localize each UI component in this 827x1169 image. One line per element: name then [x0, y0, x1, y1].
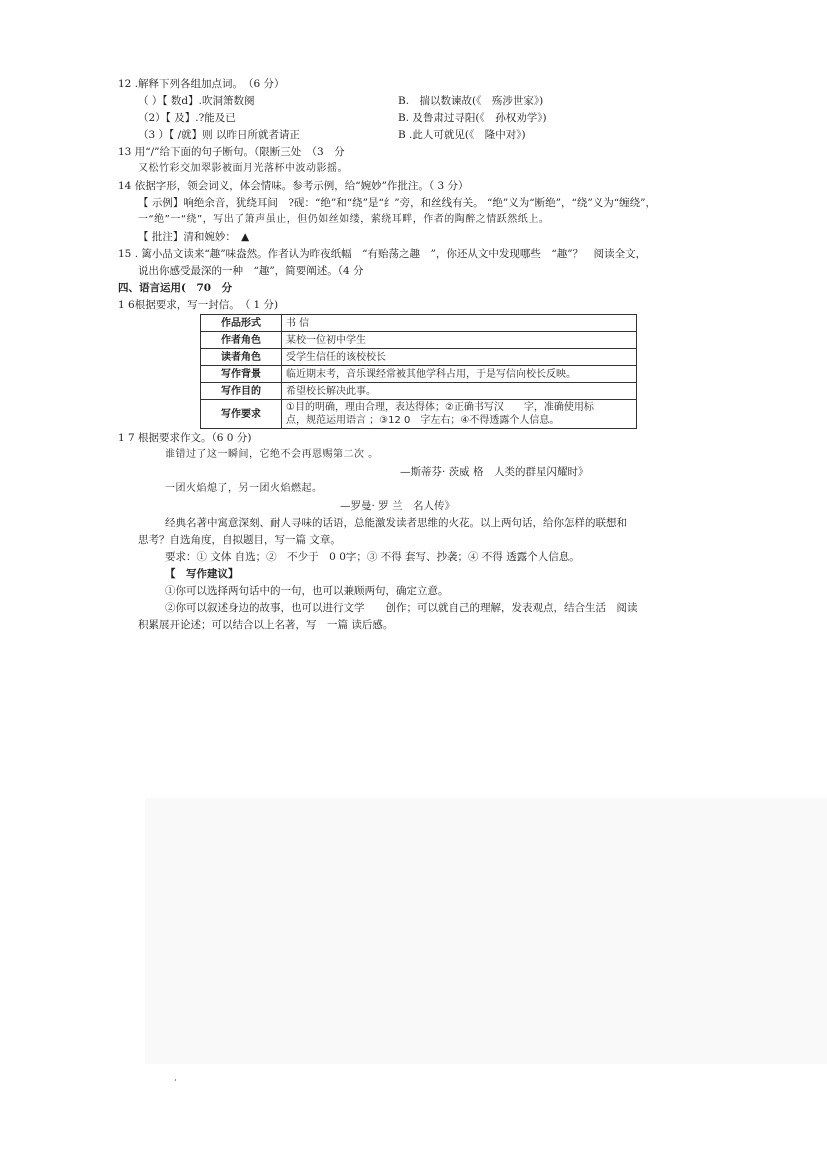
q12-item1-a: （ ）【 数d】.吹洞箫数阕 — [138, 95, 255, 107]
table-row — [201, 349, 637, 366]
q12-item2-b: B. 及鲁肃过寻阳(《 孙权劝学》) — [398, 112, 547, 124]
q12-item3-b: B .此人可就见(《 隆中对》) — [398, 129, 526, 141]
writing-tip-2-line2: 积累展开论述；可以结合以上名著，写 一篇 读后感。 — [138, 619, 394, 631]
q14-example-line2: 一“绝”一“绕”，写出了箫声虽止，但仍如丝如缕，萦绕耳畔，作者的陶醉之情跃然纸上。 — [138, 214, 550, 225]
q15-line2: 说出你感受最深的一种 “趣”，简要阐述。（4 分 — [138, 265, 364, 277]
table-row — [201, 383, 637, 400]
scan-shade-area — [145, 798, 827, 1064]
row-label: 读者角色 — [201, 349, 282, 366]
row-value: 书 信 — [282, 315, 637, 332]
quote2-source: —罗曼· 罗 兰 名人传》 — [340, 500, 456, 512]
q17-prompt-line1: 经典名著中寓意深刻、耐人寻味的话语，总能激发读者思维的火花。以上两句话，给你怎样的联想和 — [165, 517, 627, 529]
letter-requirement-table — [200, 314, 637, 429]
table-row — [201, 400, 637, 429]
q12-title: 12 .解释下列各组加点词。 （6 分） — [118, 78, 285, 90]
row-value: 受学生信任的该校校长 — [282, 349, 637, 366]
q14-title: 14 依据字形，领会词义，体会情味。参考示例，给“婉妙”作批注。（ 3 分） — [118, 180, 469, 192]
q13-sentence: 又松竹彩交加翠影被面月光落杯中波动影摇。 — [138, 163, 348, 174]
section4-title: 四、语言运用( 70 分 — [118, 282, 233, 294]
q17-requirements: 要求：① 文体 自选；② 不少于 0 0字；③ 不得 套写、抄袭；④ 不得 透露个人信息。 — [165, 551, 580, 563]
q16-title: 1 6根据要求，写一封信。 （ 1 分) — [118, 299, 279, 311]
row-value: 临近期末考，音乐课经常被其他学科占用，于是写信向校长反映。 — [282, 366, 637, 383]
row-value — [282, 400, 637, 429]
row-label: 写作目的 — [201, 383, 282, 400]
row-label: 作品形式 — [201, 315, 282, 332]
table-row — [201, 366, 637, 383]
table-row — [201, 332, 637, 349]
footer-mark: ‘ — [174, 1078, 177, 1087]
quote2-text: 一团火焰熄了，另一团火焰燃起。 — [165, 483, 323, 494]
writing-tip-2-line1: ②你可以叙述身边的故事，也可以进行文学 创作；可以就自己的理解，发表观点，结合生活 阅读 — [165, 602, 638, 614]
q12-item2-a: （2）【 及】.?能及已 — [138, 112, 236, 124]
row-label: 写作要求 — [201, 400, 282, 429]
table-row — [201, 315, 637, 332]
row-value-line2: 点，规范运用语言 ；③12 0 字左右；④不得透露个人信息。 — [286, 415, 560, 426]
q17-title: 1 7 根据要求作文。（6 0 分) — [118, 432, 252, 444]
q12-item3-a: （3 ）【 /就】则 以昨日所就者请正 — [138, 129, 300, 141]
row-value: 希望校长解决此事。 — [282, 383, 637, 400]
row-value-line1: ①目的明确，理由合理，表达得体；②正确书写汉 字，准确使用标 — [286, 402, 594, 413]
quote1-text: 谁错过了这一瞬间，它绝不会再恩赐第二次 。 — [165, 449, 379, 460]
quote1-source: —斯蒂芬· 茨威 格 人类的群星闪耀时》 — [400, 466, 589, 478]
row-value: 某校一位初中学生 — [282, 332, 637, 349]
q13-title: 13 用“/”给下面的句子断句。（限断三处 （3 分 — [118, 146, 345, 158]
q14-example-line1: 【 示例】响绝余音，犹绕耳间 ?砚：“绝”和“绕”是“纟”旁，和丝线有关。 “绝”义为“断绝”，“绕”义为“缠绕”， — [138, 197, 656, 209]
q12-item1-b: B. 揣以数谏故(《 殇涉世家》) — [398, 95, 544, 107]
q15-line1: 15 . 篱小品文读来“趣”味盎然。作者认为昨夜纸幅 “有贻荡之趣 ”，你还从文中发现哪些 “趣”？ 阅读全文， — [118, 248, 647, 260]
row-label: 作者角色 — [201, 332, 282, 349]
writing-tips-title: 【 写作建议】 — [165, 568, 239, 580]
q14-note: 【 批注】清和婉妙： ▲ — [138, 231, 250, 243]
row-label: 写作背景 — [201, 366, 282, 383]
q17-prompt-line2: 思考？自选角度，自拟题目，写一篇 文章。 — [138, 534, 341, 546]
writing-tip-1: ①你可以选择两句话中的一句，也可以兼顾两句，确定立意。 — [165, 585, 449, 597]
